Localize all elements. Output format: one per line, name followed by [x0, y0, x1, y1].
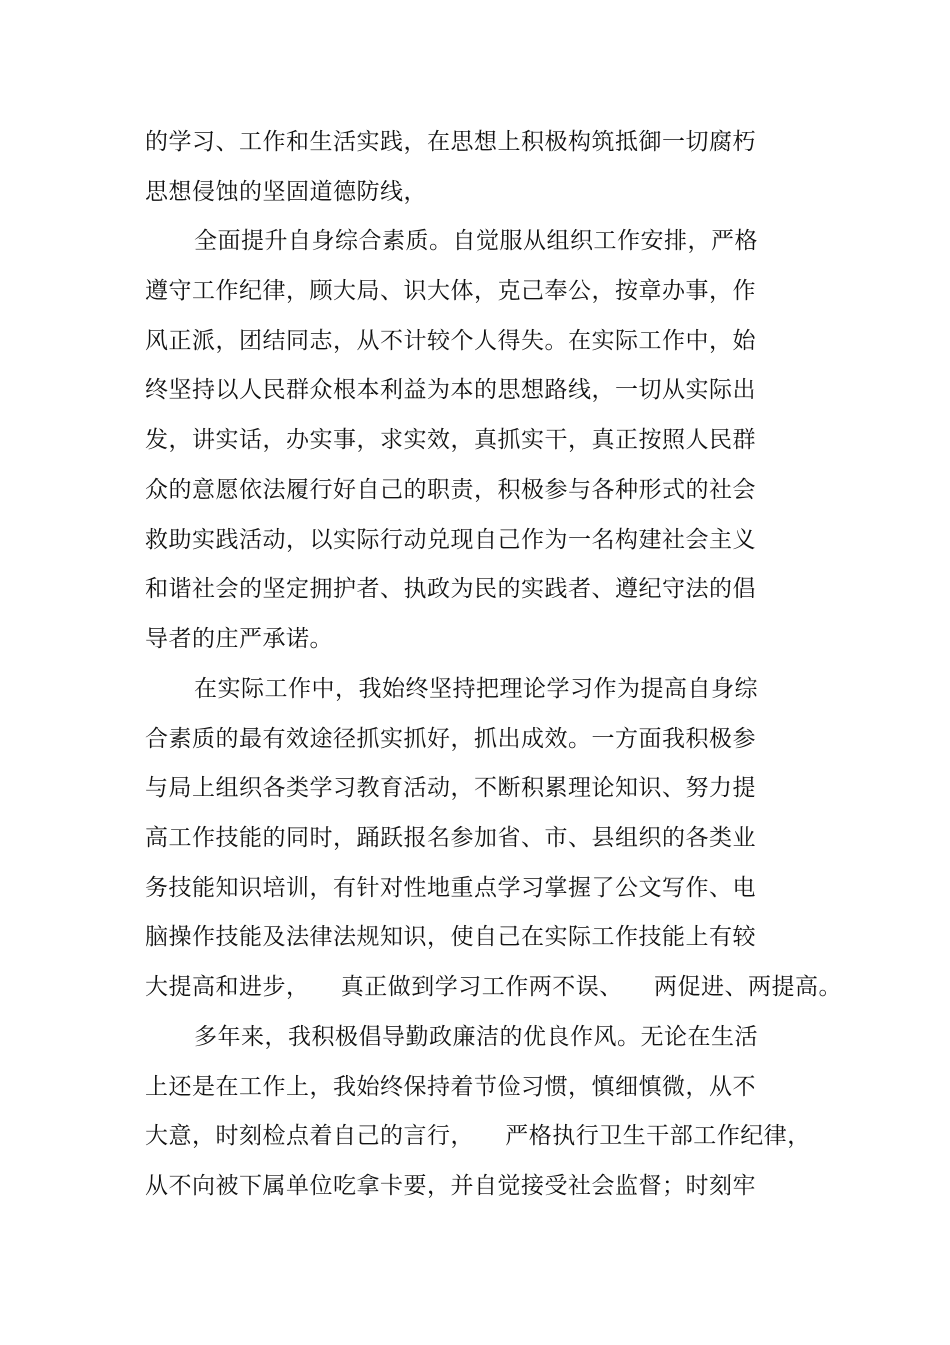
paragraph-first-line: 全面提升自身综合素质。自觉服从组织工作安排，严格: [194, 228, 758, 254]
text-line: 的学习、工作和生活实践，在思想上积极构筑抵御一切腐朽: [145, 129, 756, 155]
text-line: 发，讲实话，办实事，求实效，真抓实干，真正按照人民群: [145, 427, 756, 453]
text-line: 大提高和进步， 真正做到学习工作两不误、 两促进、两提高。: [145, 974, 842, 1000]
paragraph-first-line: 在实际工作中，我始终坚持把理论学习作为提高自身综: [194, 676, 758, 702]
text-line: 务技能知识培训，有针对性地重点学习掌握了公文写作、电: [145, 875, 756, 901]
text-line: 合素质的最有效途径抓实抓好，抓出成效。一方面我积极参: [145, 726, 756, 752]
text-line: 遵守工作纪律，顾大局、识大体，克己奉公，按章办事，作: [145, 278, 756, 304]
text-line: 众的意愿依法履行好自己的职责，积极参与各种形式的社会: [145, 477, 756, 503]
text-line: 思想侵蚀的坚固道德防线，: [145, 179, 427, 205]
text-line: 高工作技能的同时，踊跃报名参加省、市、县组织的各类业: [145, 825, 756, 851]
text-line: 和谐社会的坚定拥护者、执政为民的实践者、遵纪守法的倡: [145, 576, 756, 602]
text-line: 救助实践活动，以实际行动兑现自己作为一名构建社会主义: [145, 527, 756, 553]
text-line: 导者的庄严承诺。: [145, 626, 333, 652]
text-line: 大意，时刻检点着自己的言行， 严格执行卫生干部工作纪律，: [145, 1123, 811, 1149]
text-line: 上还是在工作上，我始终保持着节俭习惯，慎细慎微，从不: [145, 1074, 756, 1100]
text-line: 终坚持以人民群众根本利益为本的思想路线，一切从实际出: [145, 377, 756, 403]
text-line: 与局上组织各类学习教育活动，不断积累理论知识、努力提: [145, 775, 756, 801]
paragraph-first-line: 多年来，我积极倡导勤政廉洁的优良作风。无论在生活: [194, 1024, 758, 1050]
text-line: 风正派，团结同志，从不计较个人得失。在实际工作中，始: [145, 328, 756, 354]
text-line: 从不向被下属单位吃拿卡要，并自觉接受社会监督；时刻牢: [145, 1173, 756, 1199]
text-line: 脑操作技能及法律法规知识，使自己在实际工作技能上有较: [145, 924, 756, 950]
